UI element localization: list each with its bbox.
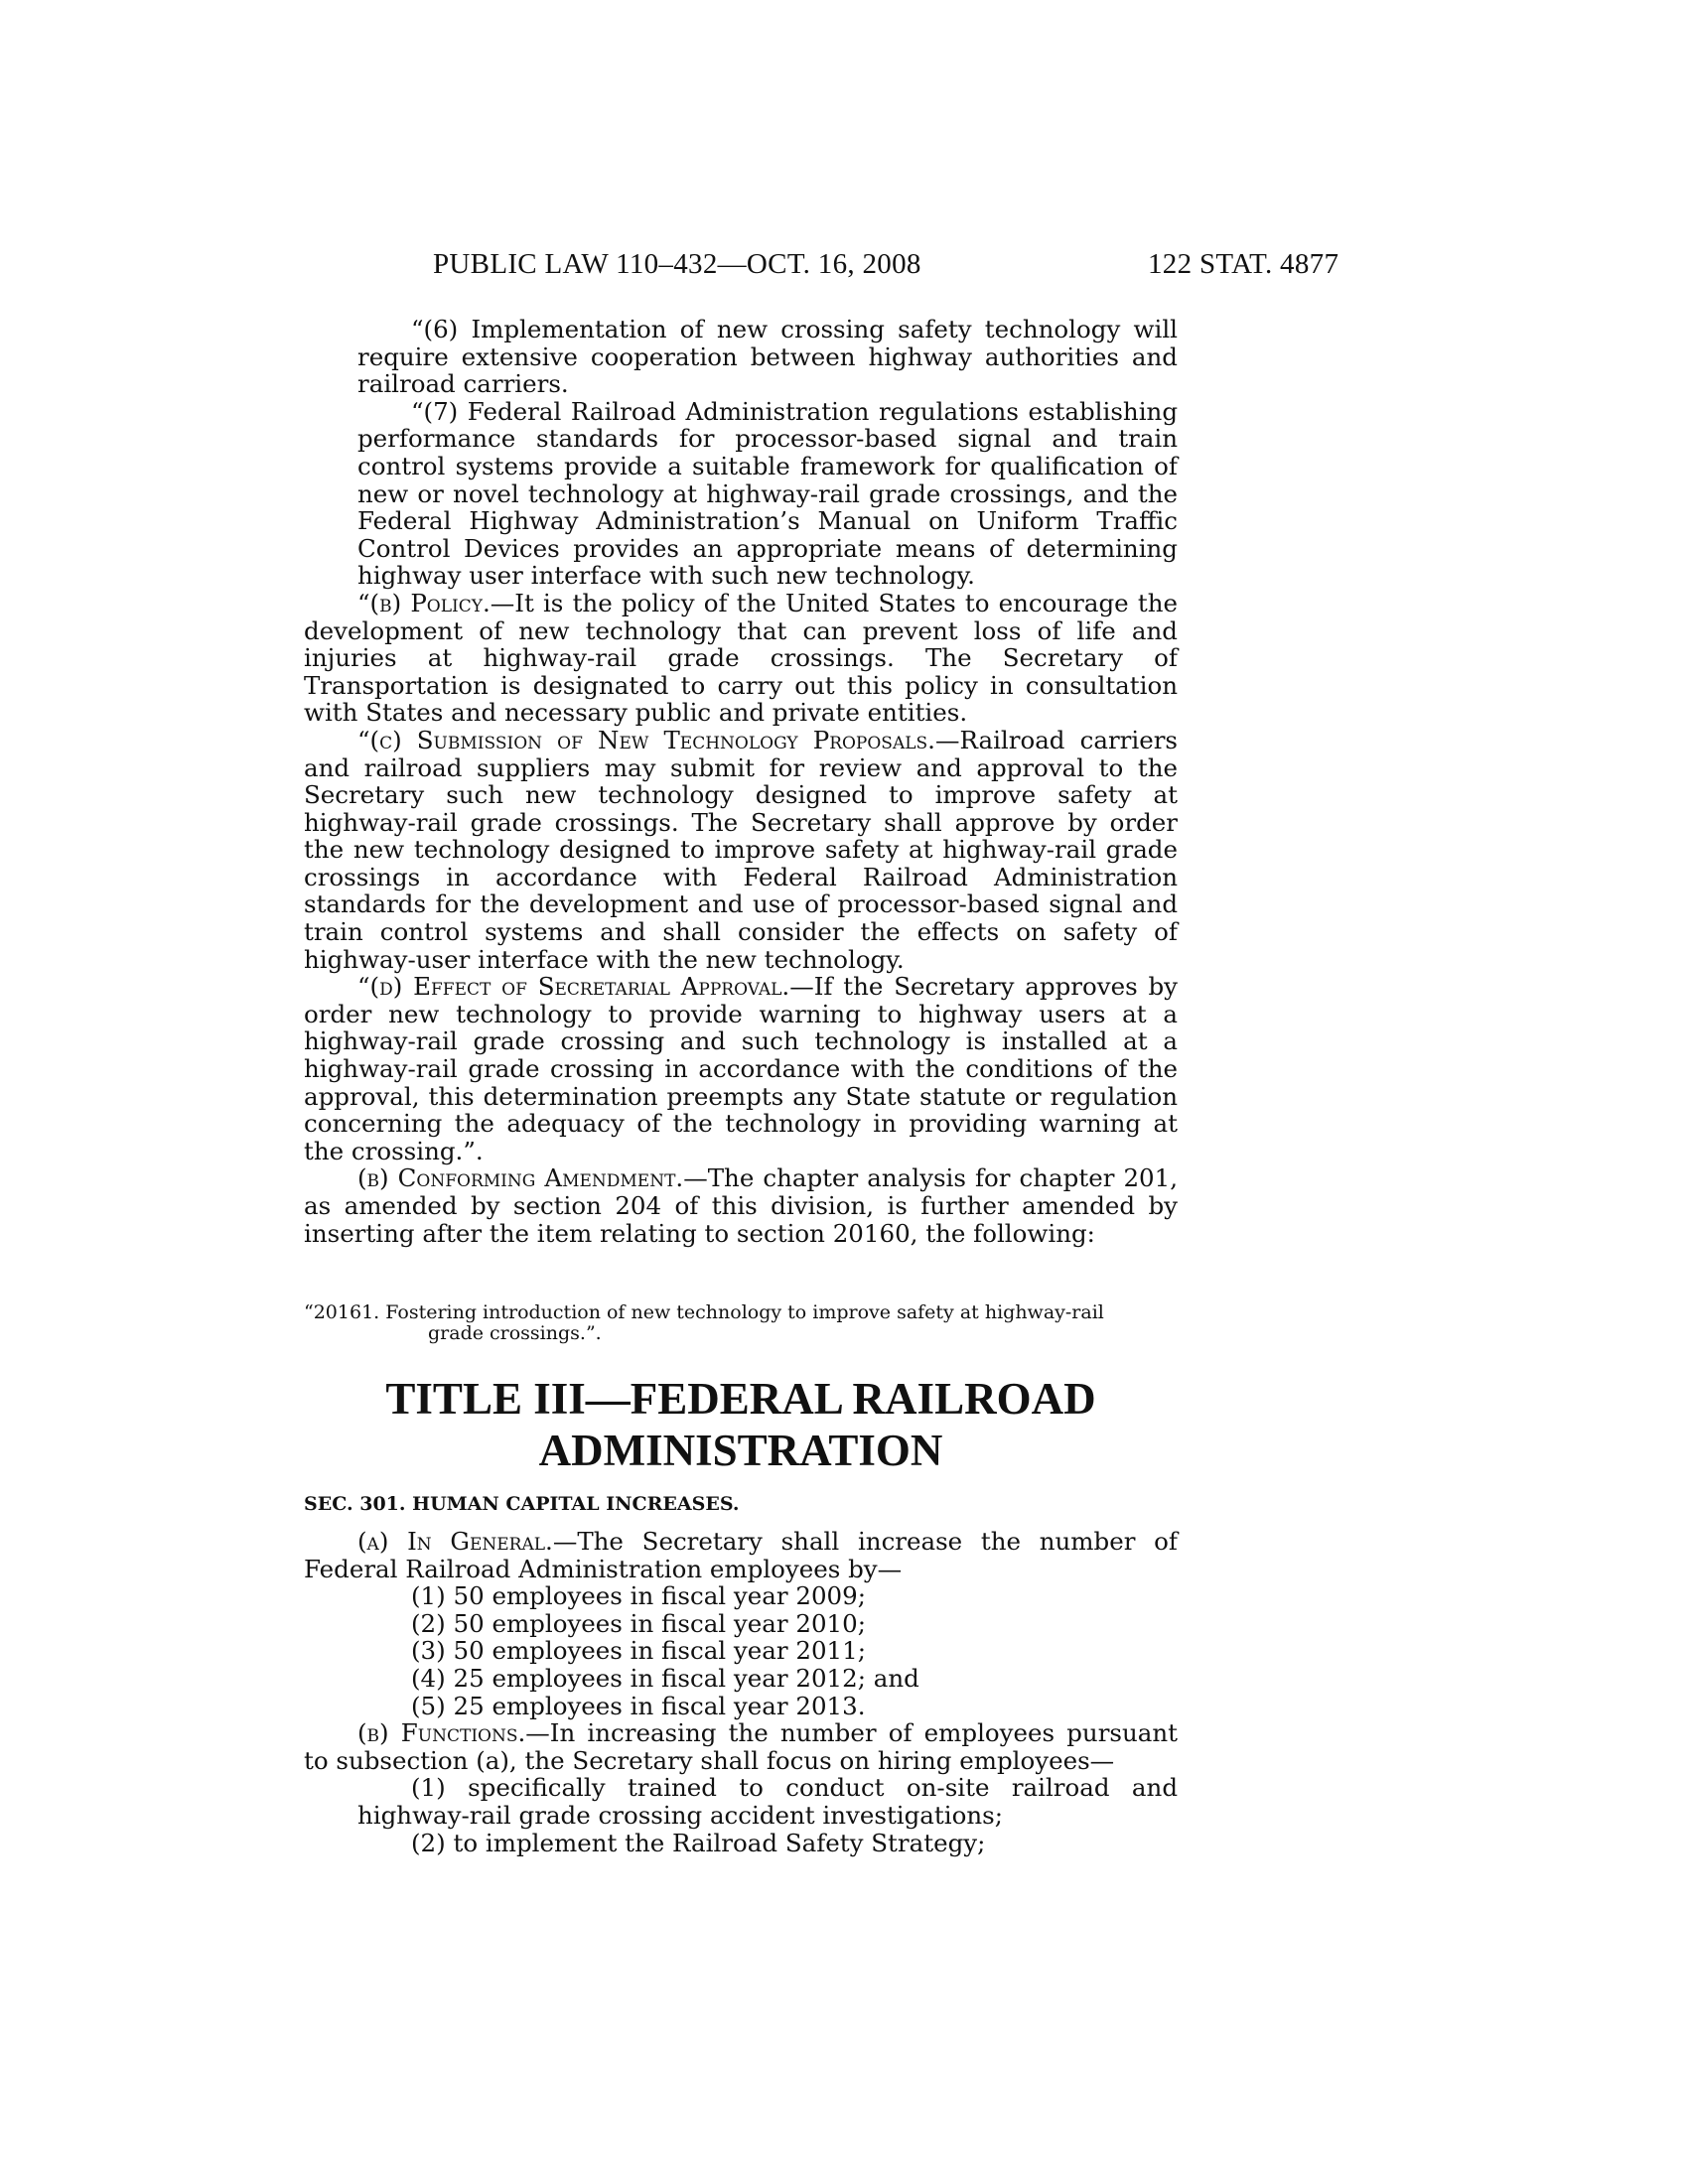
toc-line-1: “20161. Fostering introduction of new technology to improve safety at highway-rail — [304, 1301, 1104, 1323]
section-heading: SEC. 301. HUMAN CAPITAL INCREASES. — [304, 1493, 740, 1515]
list-item: (5) 25 employees in fiscal year 2013. — [411, 1691, 866, 1720]
general-label: (a) In General. — [357, 1527, 553, 1556]
functions-paragraph — [304, 1719, 1178, 1774]
list-item: (3) 50 employees in fiscal year 2011; — [411, 1636, 866, 1666]
employee-list — [304, 1582, 1178, 1719]
list-item: (2) 50 employees in fiscal year 2010; — [411, 1608, 866, 1638]
title-heading — [304, 1373, 1178, 1476]
running-header — [0, 248, 1688, 288]
submission-paragraph — [304, 727, 1178, 973]
title-line-2: ADMINISTRATION — [538, 1426, 943, 1475]
conforming-paragraph — [304, 1164, 1178, 1247]
body-text-section — [304, 1528, 1178, 1856]
functions-list — [304, 1774, 1178, 1856]
paragraph-7: “(7) Federal Railroad Administration regulations establishing performance standards for processor-based signal and train control systems provide a suitable framework for qualification of new or novel technology at highway-rail grade crossings, and the Federal Highway Administration’s Manual on Uniform Traffic Control Devices provides an appropriate means of determining highway user interface with such new technology. — [357, 396, 1178, 591]
list-item: (1) 50 employees in fiscal year 2009; — [411, 1581, 866, 1611]
functions-text: —In increasing the number of employees pursuant to subsection (a), the Secretary shall focus on hiring employees— — [304, 1718, 1178, 1775]
effect-label: “(d) Effect of Secretarial Approval. — [357, 972, 790, 1002]
toc-line-2: grade crossings.”. — [428, 1322, 602, 1344]
submission-text: —Railroad carriers and railroad suppliers may submit for review and approval to the Secretary such new technology designed to improve safety at highway-rail grade crossings. The Secretary shall approve by order the new technology designed to improve safety at highway-rail grade crossings in accordance with Federal Railroad Administration standards for the development and use of processor-based signal and train control systems and shall consider the effects on safety of highway-user interface with the new technology. — [304, 725, 1178, 974]
header-stat-page: 122 STAT. 4877 — [1148, 248, 1339, 280]
conforming-text: —The chapter analysis for chapter 201, as amended by section 204 of this division, is further amended by inserting after the item relating to section 20160, the following: — [304, 1163, 1179, 1248]
policy-text: —It is the policy of the United States to encourage the development of new technology that can prevent loss of life and injuries at highway-rail grade crossings. The Secretary of Transportation is designated to carry out this policy in consultation with States and necessary public and private entities. — [304, 588, 1178, 728]
list-item: (1) specifically trained to conduct on-site railroad and highway-rail grade crossing accident investigations; — [357, 1773, 1178, 1830]
title-line-1: TITLE III—FEDERAL RAILROAD — [385, 1374, 1096, 1424]
policy-label: “(b) Policy. — [357, 588, 491, 617]
functions-label: (b) Functions. — [357, 1718, 526, 1748]
header-title: PUBLIC LAW 110–432—OCT. 16, 2008 — [433, 248, 921, 280]
conforming-label: (b) Conforming Amendment. — [357, 1163, 684, 1193]
general-text: —The Secretary shall increase the number of Federal Railroad Administration employees by— — [304, 1527, 1178, 1583]
table-of-contents-entry — [304, 1302, 1178, 1344]
body-text-top — [304, 316, 1178, 1247]
list-item: (2) to implement the Railroad Safety Strategy; — [411, 1828, 986, 1857]
effect-text: —If the Secretary approves by order new technology to provide warning to highway users at a highway-rail grade crossing and such technology is installed at a highway-rail grade crossing in accordance with the conditions of the approval, this determination preempts any State statute or regulation concerning the adequacy of the technology in providing warning at the crossing.”. — [304, 972, 1178, 1165]
effect-paragraph — [304, 973, 1178, 1164]
paragraph-6: “(6) Implementation of new crossing safety technology will require extensive cooperation between highway authorities and railroad carriers. — [357, 315, 1178, 399]
policy-paragraph — [304, 590, 1178, 727]
general-paragraph — [304, 1528, 1178, 1582]
submission-label: “(c) Submission of New Technology Proposals. — [357, 725, 935, 754]
list-item: (4) 25 employees in fiscal year 2012; and — [411, 1663, 919, 1693]
findings-block — [304, 316, 1178, 590]
